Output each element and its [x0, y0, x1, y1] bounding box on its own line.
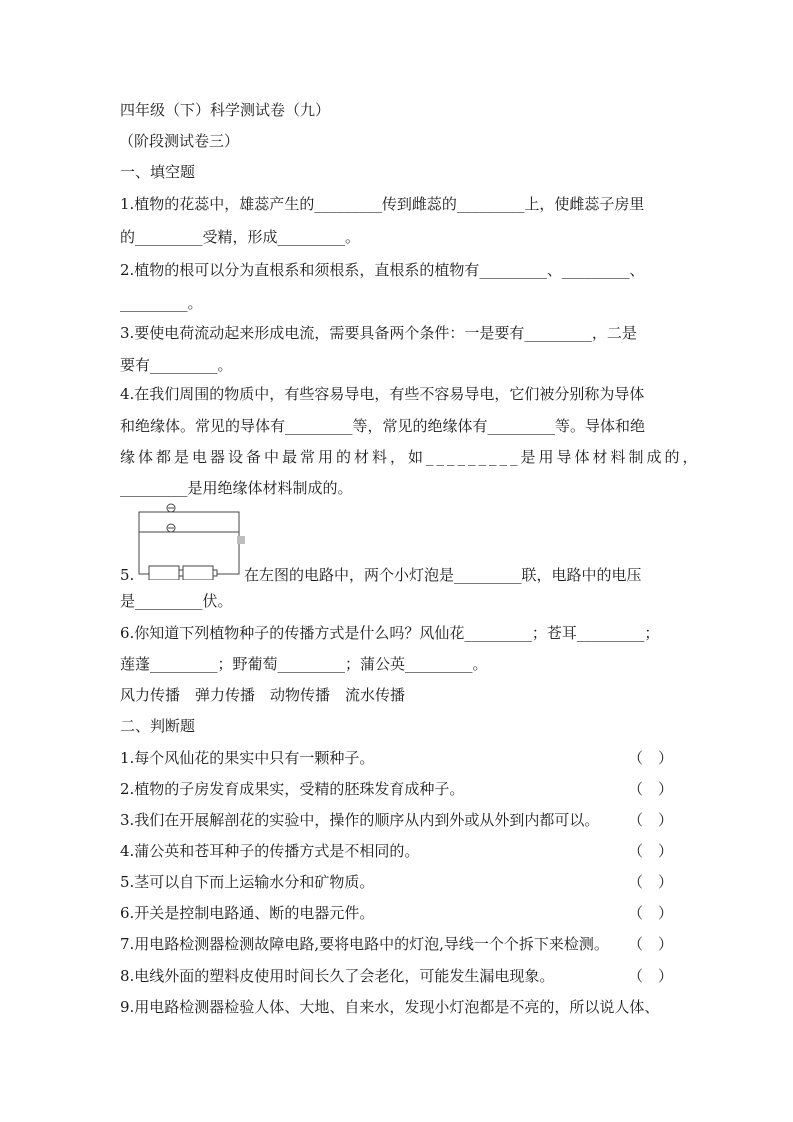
q5-number: 5. — [120, 566, 135, 584]
q6-line1: 6.你知道下列植物种子的传播方式是什么吗？风仙花_________；苍耳_________； — [120, 624, 660, 642]
q5-line1: 在左图的电路中，两个小灯泡是_________联，电路中的电压 — [244, 566, 642, 584]
section2-heading: 二、判断题 — [120, 717, 196, 735]
q2-line2: _________。 — [120, 294, 203, 312]
judge-item-4 — [120, 841, 673, 861]
q2-line1: 2.植物的根可以分为直根系和须根系，直根系的植物有_________、_________、 — [120, 261, 645, 279]
page-title: 四年级（下）科学测试卷（九） — [120, 101, 331, 119]
judge-item-9 — [120, 997, 659, 1017]
judge-item-text: 7.用电路检测器检测故障电路,要将电路中的灯泡,导线一个个拆下来检测。 — [120, 935, 609, 953]
judge-item-text: 5.茎可以自下而上运输水分和矿物质。 — [120, 873, 375, 891]
q1-line2: 的_________受精，形成_________。 — [120, 228, 361, 246]
answer-paren[interactable]: （ ） — [627, 811, 673, 829]
circuit-outer-wire — [139, 512, 239, 574]
answer-paren[interactable]: （ ） — [627, 873, 673, 891]
q1-line1: 1.植物的花蕊中，雄蕊产生的_________传到雌蕊的_________上，使雌蕊子房里 — [120, 195, 645, 213]
q3-line1: 3.要使电荷流动起来形成电流，需要具备两个条件：一是要有_________，二是 — [120, 324, 637, 342]
section1-heading: 一、填空题 — [120, 163, 196, 181]
battery-terminal — [179, 570, 183, 576]
judge-item-text: 2.植物的子房发育成果实，受精的胚珠发育成种子。 — [120, 780, 465, 798]
judge-item-text: 4.蒲公英和苍耳种子的传播方式是不相同的。 — [120, 842, 420, 860]
answer-paren[interactable]: （ ） — [627, 935, 673, 953]
battery-icon — [149, 566, 179, 580]
q6-options: 风力传播 弹力传播 动物传播 流水传播 — [120, 686, 406, 704]
judge-item-text: 8.电线外面的塑料皮使用时间长久了会老化，可能发生漏电现象。 — [120, 967, 555, 985]
q4-line4: _________是用绝缘体材料制成的。 — [120, 479, 353, 497]
q5-line2: 是_________伏。 — [120, 592, 233, 610]
circuit-diagram — [133, 502, 245, 580]
q4-line1: 4.在我们周围的物质中，有些容易导电，有些不容易导电，它们被分别称为导体 — [120, 385, 645, 403]
judge-item-text: 6.开关是控制电路通、断的电器元件。 — [120, 904, 375, 922]
judge-item-1 — [120, 748, 673, 768]
judge-item-2 — [120, 779, 673, 799]
answer-paren[interactable]: （ ） — [627, 780, 673, 798]
judge-item-text: 3.我们在开展解剖花的实验中，操作的顺序从内到外或从外到内都可以。 — [120, 811, 600, 829]
answer-paren[interactable]: （ ） — [627, 749, 673, 767]
judge-item-6 — [120, 903, 673, 923]
judge-item-5 — [120, 872, 673, 892]
q4-line3: 缘体都是电器设备中最常用的材料，如_________是用导体材料制成的， — [120, 448, 701, 466]
q6-line2: 莲蓬_________；野葡萄_________；蒲公英_________。 — [120, 655, 488, 673]
answer-paren[interactable]: （ ） — [627, 904, 673, 922]
judge-item-text: 9.用电路检测器检验人体、大地、自来水，发现小灯泡都是不亮的，所以说人体、 — [120, 998, 660, 1016]
answer-paren[interactable]: （ ） — [627, 967, 673, 985]
judge-item-8 — [120, 966, 673, 986]
answer-paren[interactable]: （ ） — [627, 842, 673, 860]
judge-item-3 — [120, 810, 673, 830]
battery-icon — [183, 566, 213, 580]
q4-line2: 和绝缘体。常见的导体有_________等，常见的绝缘体有_________等。导体和绝 — [120, 417, 646, 435]
page-subtitle: （阶段测试卷三） — [119, 132, 240, 150]
battery-terminal — [213, 570, 217, 576]
judge-item-text: 1.每个风仙花的果实中只有一颗种子。 — [120, 749, 375, 767]
circuit-switch-mark — [237, 536, 245, 544]
judge-item-7 — [120, 934, 673, 954]
q3-line2: 要有_________。 — [120, 356, 233, 374]
